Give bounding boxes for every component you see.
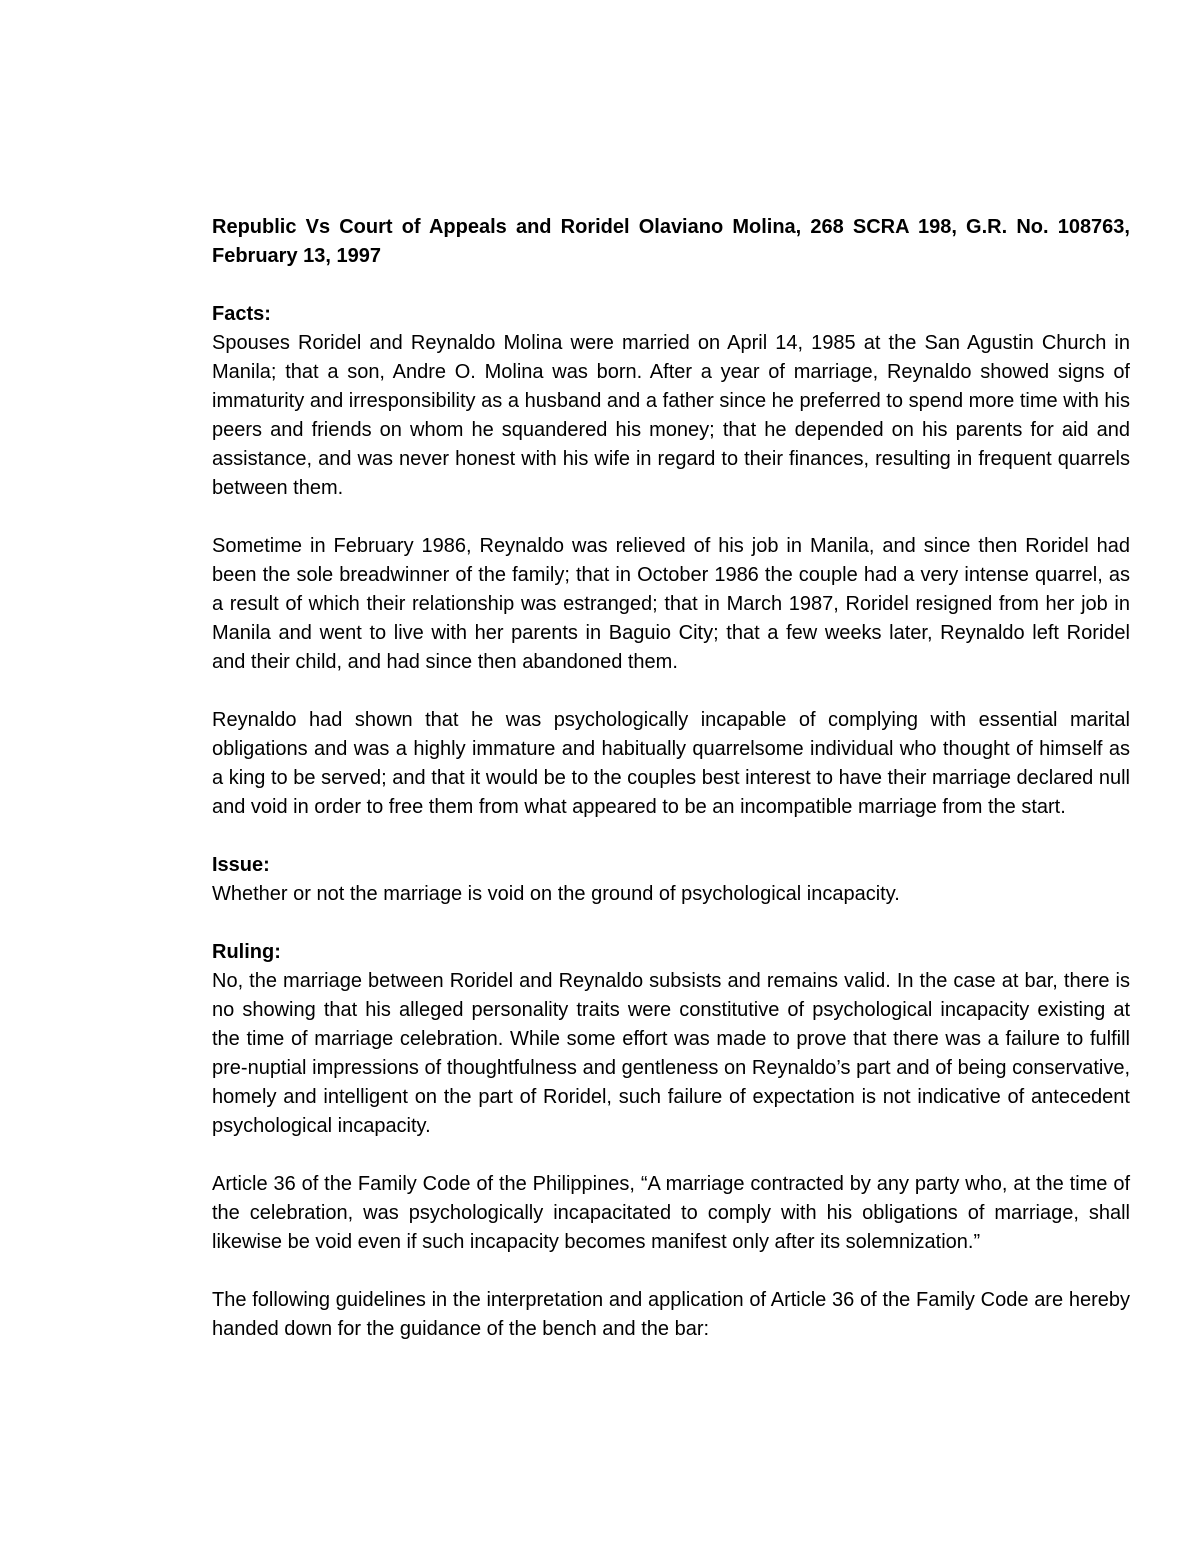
- ruling-heading: Ruling:: [212, 941, 281, 963]
- facts-paragraph-3: Reynaldo had shown that he was psychologically incapable of complying with essential marital obligations and was a highly immature and habitually quarrelsome individual who thought of himself as a king to be served; and that it would be to the couples best interest to have their marriage declared null and void in order to free them from what appeared to be an incompatible marriage from the start.: [212, 709, 1130, 818]
- spacer: [212, 909, 1130, 938]
- spacer: [212, 1257, 1130, 1286]
- issue-heading: Issue:: [212, 854, 270, 876]
- spacer: [212, 677, 1130, 706]
- document-page: [212, 213, 1130, 1344]
- ruling-paragraph-1: No, the marriage between Roridel and Reynaldo subsists and remains valid. In the case at bar, there is no showing that his alleged personality traits were constitutive of psychological incapacity existing at the time of marriage celebration. While some effort was made to prove that there was a failure to fulfill pre-nuptial impressions of thoughtfulness and gentleness on Reynaldo’s part and of being conservative, homely and intelligent on the part of Roridel, such failure of expectation is not indicative of antecedent psychological incapacity.: [212, 970, 1130, 1137]
- spacer: [212, 271, 1130, 300]
- facts-paragraph-2: Sometime in February 1986, Reynaldo was relieved of his job in Manila, and since then Roridel had been the sole breadwinner of the family; that in October 1986 the couple had a very intense quarrel, as a result of which their relationship was estranged; that in March 1987, Roridel resigned from her job in Manila and went to live with her parents in Baguio City; that a few weeks later, Reynaldo left Roridel and their child, and had since then abandoned them.: [212, 535, 1130, 673]
- case-title: Republic Vs Court of Appeals and Roridel Olaviano Molina, 268 SCRA 198, G.R. No. 108763, February 13, 1997: [212, 216, 1130, 267]
- spacer: [212, 503, 1130, 532]
- spacer: [212, 1141, 1130, 1170]
- ruling-paragraph-2: Article 36 of the Family Code of the Philippines, “A marriage contracted by any party who, at the time of the celebration, was psychologically incapacitated to comply with his obligations of marriage, shall likewise be void even if such incapacity becomes manifest only after its solemnization.”: [212, 1173, 1130, 1253]
- ruling-paragraph-3: The following guidelines in the interpretation and application of Article 36 of the Family Code are hereby handed down for the guidance of the bench and the bar:: [212, 1289, 1130, 1340]
- facts-paragraph-1: Spouses Roridel and Reynaldo Molina were married on April 14, 1985 at the San Agustin Church in Manila; that a son, Andre O. Molina was born. After a year of marriage, Reynaldo showed signs of immaturity and irresponsibility as a husband and a father since he preferred to spend more time with his peers and friends on whom he squandered his money; that he depended on his parents for aid and assistance, and was never honest with his wife in regard to their finances, resulting in frequent quarrels between them.: [212, 332, 1130, 499]
- issue-text: Whether or not the marriage is void on the ground of psychological incapacity.: [212, 883, 900, 905]
- facts-heading: Facts:: [212, 303, 271, 325]
- spacer: [212, 822, 1130, 851]
